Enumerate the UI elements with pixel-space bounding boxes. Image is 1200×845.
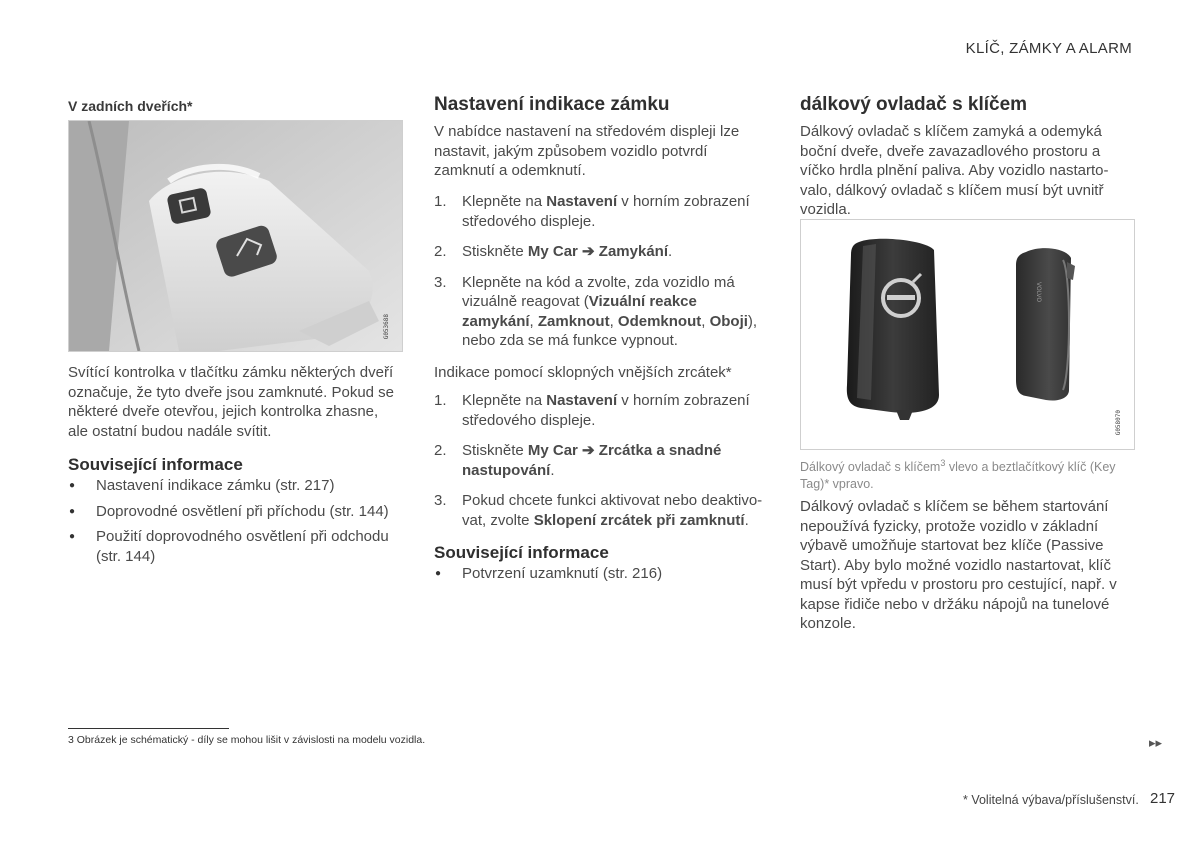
figure-caption: Dálkový ovladač s klíčem$^3$ vlevo a beztlačítkový klíč (Key Tag)* vpravo. [800,458,1116,492]
menu-path: Nastavení [546,193,618,210]
lock-indication-intro: V nabídce nastavení na středovém displeji lze nastavit, jakým způsobem vozidlo potvrdí zamknutí a odemknutí. [434,123,740,179]
footnote: 3 Obrázek je schématický - díly se mohou lišit v závislosti na modelu vozidla. [68,734,426,746]
figure-code: G058070 [1115,409,1122,435]
menu-option: Zamknout [537,312,610,330]
step-item: 2. Stiskněte My Car ➔ Zrcátka a snadné nastupování. [434,442,722,479]
list-item[interactable]: ● Nastavení indikace zámku (str. 217) [68,476,403,496]
step-item: 1. Klepněte na Nastavení v horním zobrazení středového displeje. [434,392,750,429]
continue-arrow-icon: ▸▸ [1149,735,1163,750]
page-header-title: KLÍČ, ZÁMKY A ALARM [965,40,1132,57]
steps-list-2 [434,391,769,541]
door-lock-figure [68,120,403,352]
step-item: 3. Klepněte na kód a zvolte, zda vozidlo má vizuálně reagovat (Vizuální reakce zamykání, Zamknout, Odemknout, Oboji), nebo zda se má funkce vypnout. [434,273,758,349]
menu-option: Vizuální reakce zamykání [462,293,697,330]
page-number: 217 [1150,790,1176,807]
figure-code: G053688 [383,313,390,339]
menu-option: Oboji [709,312,748,330]
step-item: 1. Klepněte na Nastavení v horním zobrazení středového displeje. [434,193,750,230]
steps-list-1 [434,192,769,362]
svg-text:VOLVO: VOLVO [1035,282,1042,303]
step-item: 2. Stiskněte My Car ➔ Zamykání. [434,243,673,260]
list-item[interactable]: ● Doprovodné osvětlení při příchodu (str. 144) [68,502,403,522]
remote-key-illustration [801,220,1134,449]
menu-path: Nastavení [546,392,618,409]
mirror-indication-intro: Indikace pomocí sklopných vnějších zrcátek* [434,364,732,381]
remote-key-paragraph-1: Dálkový ovladač s klíčem zamyká a odemyká boční dveře, dveře zavazadlového prostoru a víčko hrdla plnění paliva. Aby vozidlo nastarto-valo, dálkový ovladač s klíčem musí být uvnitř vozidla. [800,123,1109,218]
rear-door-paragraph: Svítící kontrolka v tlačítku zámku některých dveří označuje, že tyto dveře jsou zamknuté. Pokud se některé dveře otevřou, jejich kontrolka zhasne, ale ostatní budou nadále svítit. [68,364,395,440]
menu-option: Sklopení zrcátek při zamknutí [533,511,745,529]
footnote-ref[interactable]: 3 [940,458,946,468]
footer-note: * Volitelná výbava/příslušenství. [963,793,1139,807]
menu-path: My Car ➔ Zrcátka a snadné nastupování [462,442,722,479]
list-item[interactable]: ● Potvrzení uzamknutí (str. 216) [434,564,769,584]
related-info-heading-2: Související informace [434,543,609,562]
section-title-lock-indication: Nastavení indikace zámku [434,94,670,115]
list-item[interactable]: ● Použití doprovodného osvětlení při odchodu (str. 144) [68,527,403,566]
footnote-divider [68,728,229,729]
related-info-list-2 [434,564,769,590]
step-item: 3. Pokud chcete funkci aktivovat nebo deaktivo-vat, zvolte Sklopení zrcátek při zamknutí. [434,492,763,529]
related-info-list [68,476,403,572]
section-heading-rear-doors: V zadních dveřích* [68,98,193,114]
section-title-remote-key: dálkový ovladač s klíčem [800,94,1028,115]
menu-path: My Car ➔ Zamykání [527,243,668,260]
door-lock-illustration [69,121,402,351]
related-info-heading: Související informace [68,455,243,474]
menu-option: Odemknout [617,312,702,330]
remote-key-figure [800,219,1135,450]
remote-key-paragraph-2: Dálkový ovladač s klíčem se během startování nepoužívá fyzicky, protože vozidlo v základní výbavě umožňuje startovat bez klíče (Passive Start). Aby bylo možné vozidlo nastartovat, klíč musí být vpředu v prostoru pro cestující, např. v kapse řidiče nebo v držáku nápojů na tunelové konzole. [800,498,1117,632]
